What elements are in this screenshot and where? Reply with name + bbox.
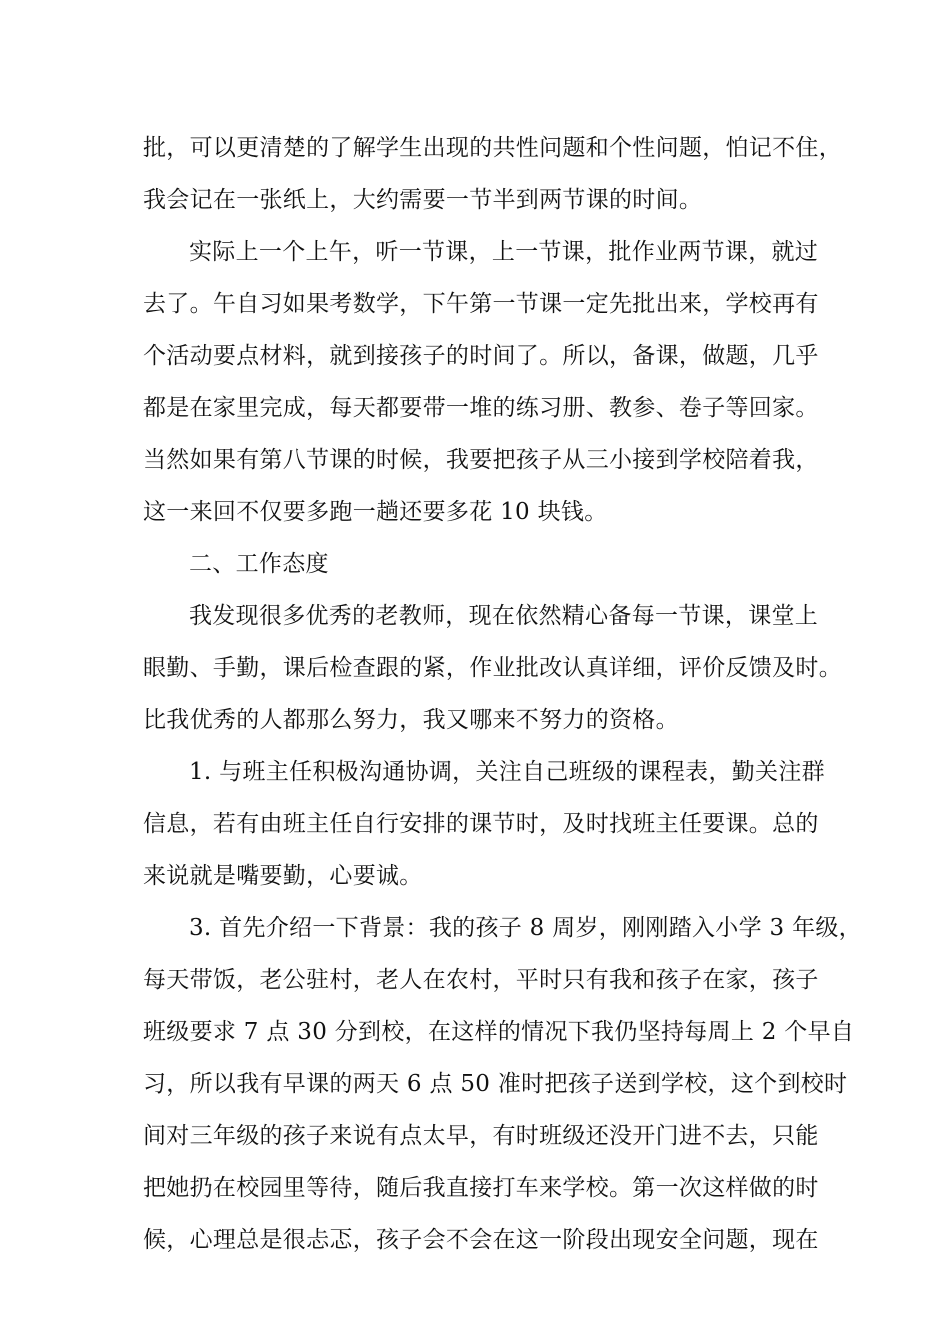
section-heading xyxy=(143,546,807,598)
text-line: 信息，若有由班主任自行安排的课节时，及时找班主任要课。总的 xyxy=(143,811,819,837)
text-line: 比我优秀的人都那么努力，我又哪来不努力的资格。 xyxy=(143,707,679,733)
paragraph xyxy=(143,754,825,910)
text-line: 这一来回不仅要多跑一趟还要多花 10 块钱。 xyxy=(143,499,608,525)
text-line: 3. 首先介绍一下背景：我的孩子 8 周岁，刚刚踏入小学 3 年级， xyxy=(189,915,862,941)
paragraph xyxy=(143,598,842,754)
text-line: 班级要求 7 点 30 分到校，在这样的情况下我仍坚持每周上 2 个早自 xyxy=(143,1019,855,1045)
text-line: 1. 与班主任积极沟通协调，关注自己班级的课程表，勤关注群 xyxy=(189,759,825,785)
paragraph xyxy=(143,910,862,1274)
text-line: 把她扔在校园里等待，随后我直接打车来学校。第一次这样做的时 xyxy=(143,1175,819,1201)
text-line: 候，心理总是很忐忑，孩子会不会在这一阶段出现安全问题，现在 xyxy=(143,1227,819,1253)
text-line: 我发现很多优秀的老教师，现在依然精心备每一节课，课堂上 xyxy=(189,603,819,629)
text-line: 每天带饭，老公驻村，老人在农村，平时只有我和孩子在家，孩子 xyxy=(143,967,819,993)
text-line: 我会记在一张纸上，大约需要一节半到两节课的时间。 xyxy=(143,187,703,213)
text-line: 个活动要点材料，就到接孩子的时间了。所以，备课，做题，几乎 xyxy=(143,343,819,369)
text-line: 间对三年级的孩子来说有点太早，有时班级还没开门进不去，只能 xyxy=(143,1123,819,1149)
text-line: 眼勤、手勤，课后检查跟的紧，作业批改认真详细，评价反馈及时。 xyxy=(143,655,842,681)
document-body xyxy=(143,130,862,1274)
text-line: 批，可以更清楚的了解学生出现的共性问题和个性问题，怕记不住， xyxy=(143,135,842,161)
paragraph xyxy=(143,130,842,234)
heading-line: 二、工作态度 xyxy=(189,551,329,577)
text-line: 都是在家里完成，每天都要带一堆的练习册、教参、卷子等回家。 xyxy=(143,395,819,421)
text-line: 当然如果有第八节课的时候，我要把孩子从三小接到学校陪着我， xyxy=(143,447,819,473)
text-line: 去了。午自习如果考数学，下午第一节课一定先批出来，学校再有 xyxy=(143,291,819,317)
text-line: 实际上一个上午，听一节课，上一节课，批作业两节课，就过 xyxy=(189,239,819,265)
text-line: 习，所以我有早课的两天 6 点 50 准时把孩子送到学校，这个到校时 xyxy=(143,1071,848,1097)
text-line: 来说就是嘴要勤，心要诚。 xyxy=(143,863,423,889)
paragraph xyxy=(143,234,819,546)
